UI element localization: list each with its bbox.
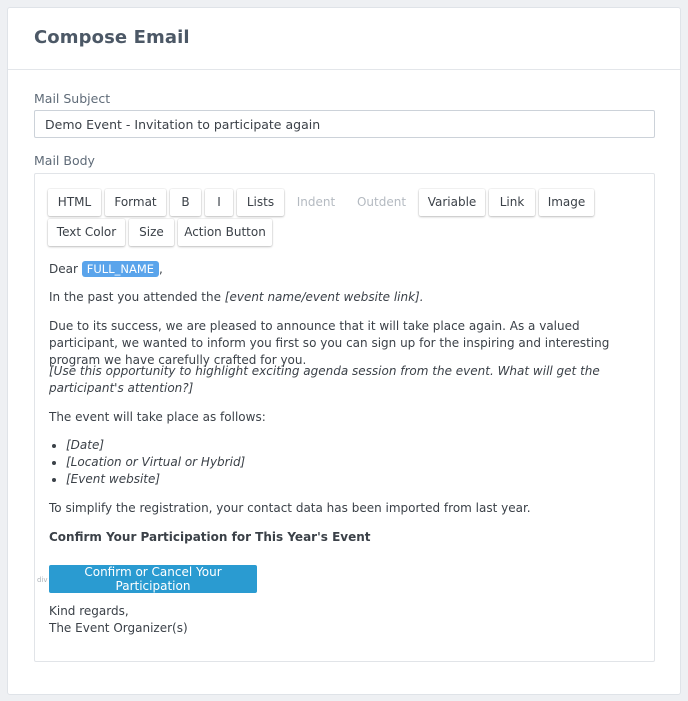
text-color-button[interactable]: Text Color xyxy=(48,219,125,246)
image-button[interactable]: Image xyxy=(539,189,594,216)
page-title: Compose Email xyxy=(34,27,190,48)
mail-subject-input[interactable] xyxy=(34,110,655,138)
compose-email-card xyxy=(7,7,681,695)
greeting-line xyxy=(49,261,163,278)
full-name-variable-chip[interactable]: FULL_NAME xyxy=(82,261,159,277)
registration-note: To simplify the registration, your contact data has been imported from last year. xyxy=(49,501,531,515)
list-item: • [Event website] xyxy=(66,471,245,488)
confirm-participation-button[interactable]: Confirm or Cancel Your Participation xyxy=(49,565,257,593)
past-suffix: . xyxy=(419,290,424,304)
indent-button[interactable]: Indent xyxy=(288,189,344,216)
mail-body-editor[interactable] xyxy=(34,173,655,662)
signature-line: The Event Organizer(s) xyxy=(49,621,188,635)
greeting-text: Dear xyxy=(49,262,78,276)
highlight-note-paragraph: [Use this opportunity to highlight exciting agenda session from the event. What will get the participant's attention?] xyxy=(49,364,600,395)
action-button-button[interactable]: Action Button xyxy=(178,219,272,246)
greeting-suffix: , xyxy=(159,262,163,276)
closing-line: Kind regards, xyxy=(49,604,129,618)
confirm-heading: Confirm Your Participation for This Year's Event xyxy=(49,530,371,544)
list-item: • [Date] xyxy=(66,437,245,454)
format-button[interactable]: Format xyxy=(105,189,166,216)
size-button[interactable]: Size xyxy=(129,219,174,246)
past-placeholder: [event name/event website link] xyxy=(224,290,420,304)
details-intro: The event will take place as follows: xyxy=(49,410,266,424)
italic-button[interactable]: I xyxy=(205,189,233,216)
lists-button[interactable]: Lists xyxy=(237,189,284,216)
past-prefix: In the past you attended the xyxy=(49,290,221,304)
past-event-paragraph xyxy=(49,289,424,306)
announcement-paragraph: Due to its success, we are pleased to announce that it will take place again. As a valued participant, we wanted to inform you first so you can sign up for the inspiring and interesting program we have carefully crafted for you. xyxy=(49,319,610,367)
variable-button[interactable]: Variable xyxy=(419,189,485,216)
card-header xyxy=(8,8,680,70)
html-button[interactable]: HTML xyxy=(48,189,101,216)
outdent-button[interactable]: Outdent xyxy=(348,189,415,216)
div-marker: div xyxy=(37,576,48,584)
bold-button[interactable]: B xyxy=(170,189,201,216)
mail-subject-label: Mail Subject xyxy=(34,91,111,106)
mail-body-label: Mail Body xyxy=(34,153,95,168)
details-list xyxy=(49,437,245,488)
link-button[interactable]: Link xyxy=(489,189,535,216)
list-item: • [Location or Virtual or Hybrid] xyxy=(66,454,245,471)
